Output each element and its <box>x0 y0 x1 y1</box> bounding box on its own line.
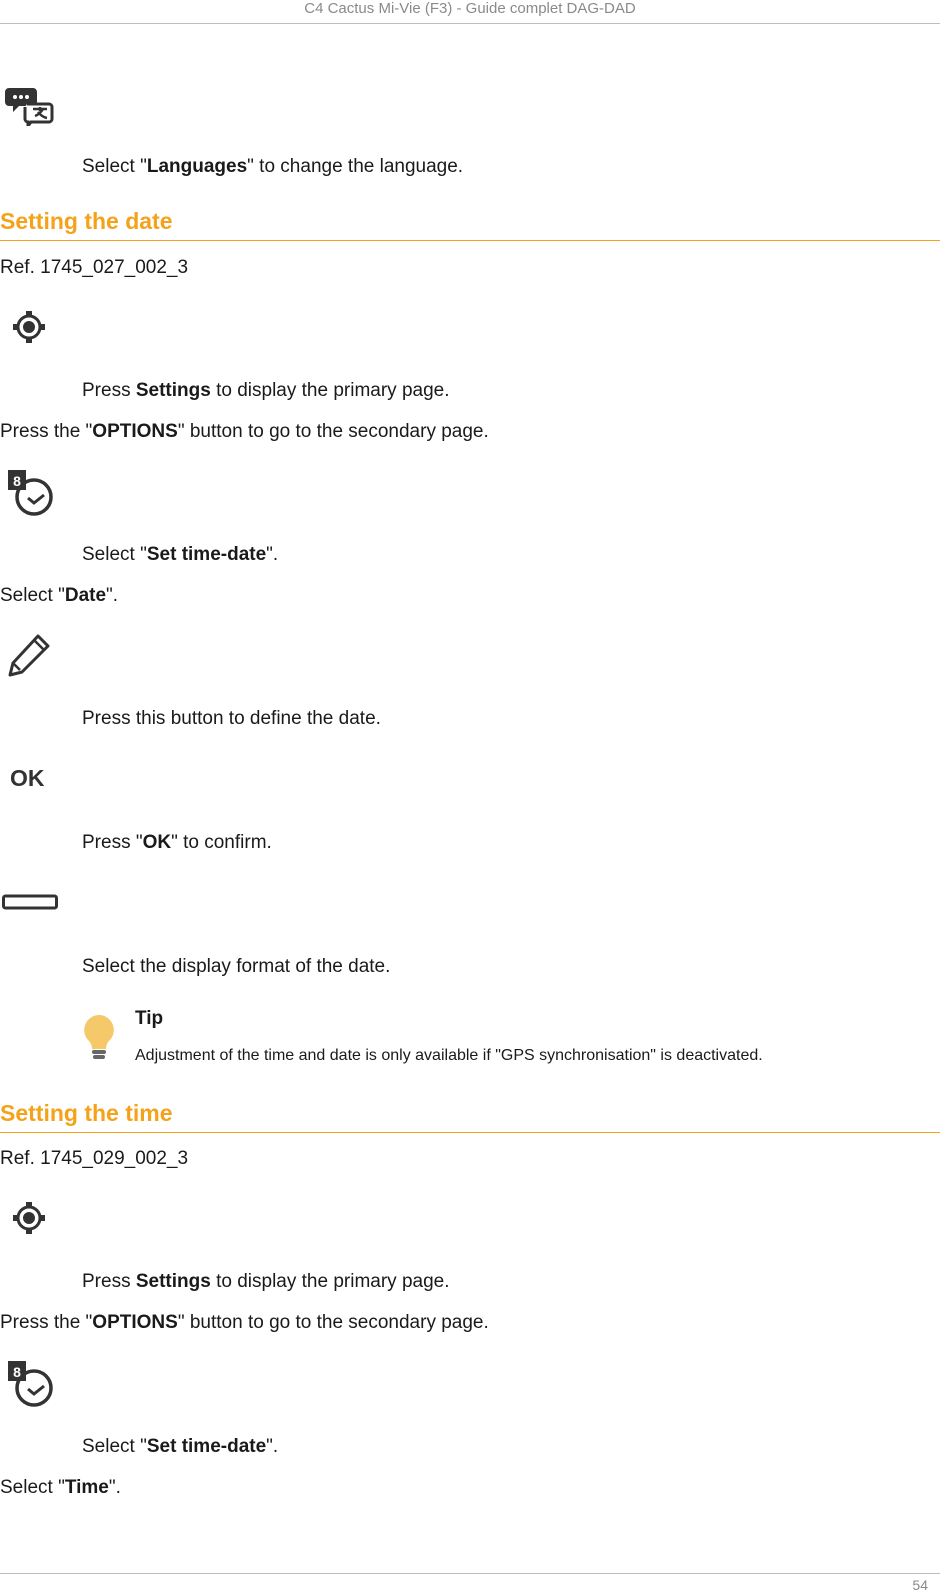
options-label: OPTIONS <box>92 421 178 442</box>
text-part: " to change the language. <box>247 156 464 177</box>
text-part: ". <box>266 1436 279 1457</box>
select-date-instruction <box>0 585 118 607</box>
options-label: OPTIONS <box>92 1312 178 1333</box>
date-label: Date <box>64 585 107 606</box>
gear-icon <box>11 309 47 345</box>
settings-label: Settings <box>135 380 211 401</box>
heading-setting-time: Setting the time <box>0 1100 940 1133</box>
date-format-bar-icon <box>2 894 58 912</box>
gear-icon <box>11 1200 47 1236</box>
text-part: ". <box>106 585 119 606</box>
pencil-icon <box>8 632 52 678</box>
settings-label: Settings <box>135 1271 211 1292</box>
define-date-instruction: Press this button to define the date. <box>82 708 381 729</box>
ok-label: OK <box>142 832 172 853</box>
document-title: C4 Cactus Mi-Vie (F3) - Guide complet DAG-DAD <box>304 0 636 17</box>
text-part: ". <box>266 544 279 565</box>
page-header <box>0 0 940 24</box>
text-part: to display the primary page. <box>210 380 450 401</box>
text-part: to display the primary page. <box>210 1271 450 1292</box>
tip-title: Tip <box>135 1008 164 1029</box>
heading-setting-date: Setting the date <box>0 208 940 241</box>
set-time-date-label: Set time-date <box>146 1436 267 1457</box>
time-ref: Ref. 1745_029_002_3 <box>0 1148 189 1169</box>
text-part: Select " <box>82 544 147 565</box>
languages-label: Languages <box>146 156 248 177</box>
clock-calendar-icon <box>6 1359 56 1409</box>
time-options-instruction <box>0 1312 489 1334</box>
text-part: " button to go to the secondary page. <box>177 421 489 442</box>
text-part: Select " <box>0 585 65 606</box>
select-time-instruction <box>0 1477 121 1499</box>
text-part: Select " <box>82 156 147 177</box>
page-footer <box>0 1573 940 1593</box>
text-part: Press the " <box>0 1312 93 1333</box>
text-part: Press <box>82 1271 136 1292</box>
time-set-time-date-instruction <box>82 1436 278 1458</box>
date-settings-instruction <box>82 380 450 402</box>
text-part: Press <box>82 380 136 401</box>
date-options-instruction <box>0 421 489 443</box>
lightbulb-icon <box>81 1012 117 1062</box>
page-number: 54 <box>912 1577 928 1593</box>
languages-instruction <box>82 156 463 178</box>
text-part: Press the " <box>0 421 93 442</box>
languages-icon <box>5 82 55 126</box>
clock-calendar-icon <box>6 468 56 518</box>
ok-icon: OK <box>10 765 45 791</box>
text-part: " button to go to the secondary page. <box>177 1312 489 1333</box>
date-set-time-date-instruction <box>82 544 278 566</box>
svg-text:8: 8 <box>13 1364 21 1380</box>
confirm-instruction <box>82 832 272 854</box>
tip-body: Adjustment of the time and date is only available if "GPS synchronisation" is deactivated. <box>135 1047 763 1064</box>
text-part: Press " <box>82 832 143 853</box>
svg-text:8: 8 <box>13 473 21 489</box>
text-part: " to confirm. <box>171 832 272 853</box>
date-format-instruction: Select the display format of the date. <box>82 956 391 977</box>
time-settings-instruction <box>82 1271 450 1293</box>
text-part: Select " <box>82 1436 147 1457</box>
text-part: Select " <box>0 1477 65 1498</box>
set-time-date-label: Set time-date <box>146 544 267 565</box>
date-ref: Ref. 1745_027_002_3 <box>0 257 189 278</box>
time-label: Time <box>64 1477 109 1498</box>
text-part: ". <box>108 1477 121 1498</box>
